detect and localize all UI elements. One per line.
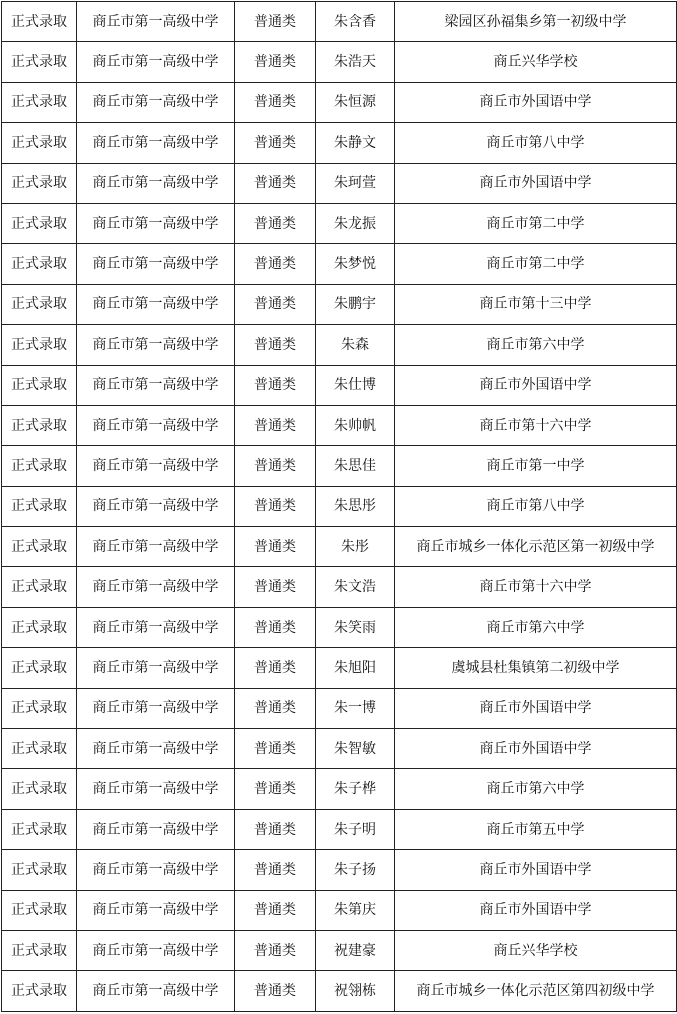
graduating-school-cell: 商丘市第十六中学	[395, 567, 677, 607]
table-row	[2, 809, 677, 849]
graduating-school-cell: 商丘市外国语中学	[395, 163, 677, 203]
admission-type-cell: 普通类	[235, 567, 316, 607]
admitted-school-cell: 商丘市第一高级中学	[77, 809, 235, 849]
student-name-cell: 朱彤	[316, 527, 395, 567]
admission-status-cell: 正式录取	[2, 809, 77, 849]
admitted-school-cell: 商丘市第一高级中学	[77, 567, 235, 607]
admission-status-cell: 正式录取	[2, 527, 77, 567]
admission-status-cell: 正式录取	[2, 729, 77, 769]
student-name-cell: 朱子桦	[316, 769, 395, 809]
table-row	[2, 325, 677, 365]
student-name-cell: 朱思佳	[316, 446, 395, 486]
graduating-school-cell: 商丘市外国语中学	[395, 890, 677, 930]
admission-status-cell: 正式录取	[2, 203, 77, 243]
admission-status-cell: 正式录取	[2, 244, 77, 284]
table-row	[2, 729, 677, 769]
table-row	[2, 42, 677, 82]
admitted-school-cell: 商丘市第一高级中学	[77, 284, 235, 324]
table-row	[2, 527, 677, 567]
admission-status-cell: 正式录取	[2, 446, 77, 486]
table-row	[2, 244, 677, 284]
graduating-school-cell: 商丘市城乡一体化示范区第一初级中学	[395, 527, 677, 567]
graduating-school-cell: 商丘市第二中学	[395, 203, 677, 243]
student-name-cell: 朱龙振	[316, 203, 395, 243]
graduating-school-cell: 商丘兴华学校	[395, 42, 677, 82]
admission-type-cell: 普通类	[235, 607, 316, 647]
admission-type-cell: 普通类	[235, 365, 316, 405]
admitted-school-cell: 商丘市第一高级中学	[77, 527, 235, 567]
student-name-cell: 朱静文	[316, 123, 395, 163]
student-name-cell: 朱森	[316, 325, 395, 365]
student-name-cell: 朱智敏	[316, 729, 395, 769]
admitted-school-cell: 商丘市第一高级中学	[77, 365, 235, 405]
graduating-school-cell: 商丘市城乡一体化示范区第四初级中学	[395, 971, 677, 1011]
graduating-school-cell: 商丘市第六中学	[395, 607, 677, 647]
student-name-cell: 朱浩天	[316, 42, 395, 82]
table-row	[2, 890, 677, 930]
student-name-cell: 朱珂萱	[316, 163, 395, 203]
student-name-cell: 朱子扬	[316, 850, 395, 890]
admission-type-cell: 普通类	[235, 527, 316, 567]
admission-status-cell: 正式录取	[2, 163, 77, 203]
admission-status-cell: 正式录取	[2, 365, 77, 405]
admitted-school-cell: 商丘市第一高级中学	[77, 486, 235, 526]
admitted-school-cell: 商丘市第一高级中学	[77, 405, 235, 445]
table-row	[2, 203, 677, 243]
table-row	[2, 163, 677, 203]
table-row	[2, 446, 677, 486]
admission-status-cell: 正式录取	[2, 769, 77, 809]
student-name-cell: 祝翎栋	[316, 971, 395, 1011]
graduating-school-cell: 商丘兴华学校	[395, 930, 677, 970]
admission-status-cell: 正式录取	[2, 42, 77, 82]
admitted-school-cell: 商丘市第一高级中学	[77, 930, 235, 970]
admission-status-cell: 正式录取	[2, 890, 77, 930]
admission-status-cell: 正式录取	[2, 850, 77, 890]
admission-status-cell: 正式录取	[2, 567, 77, 607]
admitted-school-cell: 商丘市第一高级中学	[77, 2, 235, 42]
table-row	[2, 82, 677, 122]
admission-type-cell: 普通类	[235, 769, 316, 809]
admission-type-cell: 普通类	[235, 930, 316, 970]
student-name-cell: 朱子明	[316, 809, 395, 849]
admitted-school-cell: 商丘市第一高级中学	[77, 82, 235, 122]
admission-type-cell: 普通类	[235, 203, 316, 243]
student-name-cell: 朱恒源	[316, 82, 395, 122]
admission-type-cell: 普通类	[235, 486, 316, 526]
admission-type-cell: 普通类	[235, 2, 316, 42]
student-name-cell: 朱梦悦	[316, 244, 395, 284]
admission-table-body	[2, 2, 677, 1012]
admission-type-cell: 普通类	[235, 244, 316, 284]
admitted-school-cell: 商丘市第一高级中学	[77, 890, 235, 930]
admission-status-cell: 正式录取	[2, 688, 77, 728]
graduating-school-cell: 商丘市第十六中学	[395, 405, 677, 445]
admission-type-cell: 普通类	[235, 405, 316, 445]
admission-type-cell: 普通类	[235, 971, 316, 1011]
graduating-school-cell: 商丘市第一中学	[395, 446, 677, 486]
admission-status-cell: 正式录取	[2, 82, 77, 122]
admitted-school-cell: 商丘市第一高级中学	[77, 325, 235, 365]
table-row	[2, 486, 677, 526]
graduating-school-cell: 商丘市第二中学	[395, 244, 677, 284]
admission-type-cell: 普通类	[235, 82, 316, 122]
table-row	[2, 850, 677, 890]
admission-type-cell: 普通类	[235, 284, 316, 324]
admission-status-cell: 正式录取	[2, 607, 77, 647]
graduating-school-cell: 商丘市外国语中学	[395, 850, 677, 890]
table-row	[2, 607, 677, 647]
graduating-school-cell: 商丘市外国语中学	[395, 82, 677, 122]
graduating-school-cell: 梁园区孙福集乡第一初级中学	[395, 2, 677, 42]
admission-type-cell: 普通类	[235, 42, 316, 82]
table-row	[2, 688, 677, 728]
admitted-school-cell: 商丘市第一高级中学	[77, 688, 235, 728]
admission-type-cell: 普通类	[235, 325, 316, 365]
admitted-school-cell: 商丘市第一高级中学	[77, 729, 235, 769]
graduating-school-cell: 虞城县杜集镇第二初级中学	[395, 648, 677, 688]
graduating-school-cell: 商丘市外国语中学	[395, 688, 677, 728]
graduating-school-cell: 商丘市第八中学	[395, 123, 677, 163]
table-row	[2, 567, 677, 607]
admission-type-cell: 普通类	[235, 446, 316, 486]
table-row	[2, 405, 677, 445]
graduating-school-cell: 商丘市第六中学	[395, 325, 677, 365]
student-name-cell: 朱含香	[316, 2, 395, 42]
table-row	[2, 769, 677, 809]
graduating-school-cell: 商丘市第五中学	[395, 809, 677, 849]
table-row	[2, 971, 677, 1011]
student-name-cell: 朱第庆	[316, 890, 395, 930]
admission-type-cell: 普通类	[235, 890, 316, 930]
table-row	[2, 123, 677, 163]
admission-type-cell: 普通类	[235, 648, 316, 688]
admitted-school-cell: 商丘市第一高级中学	[77, 648, 235, 688]
admitted-school-cell: 商丘市第一高级中学	[77, 203, 235, 243]
admission-type-cell: 普通类	[235, 688, 316, 728]
table-row	[2, 365, 677, 405]
graduating-school-cell: 商丘市外国语中学	[395, 365, 677, 405]
admission-status-cell: 正式录取	[2, 2, 77, 42]
table-row	[2, 648, 677, 688]
admission-table	[1, 1, 677, 1012]
admission-status-cell: 正式录取	[2, 648, 77, 688]
admitted-school-cell: 商丘市第一高级中学	[77, 607, 235, 647]
student-name-cell: 朱旭阳	[316, 648, 395, 688]
admission-status-cell: 正式录取	[2, 325, 77, 365]
admitted-school-cell: 商丘市第一高级中学	[77, 42, 235, 82]
admission-status-cell: 正式录取	[2, 971, 77, 1011]
admitted-school-cell: 商丘市第一高级中学	[77, 163, 235, 203]
graduating-school-cell: 商丘市第八中学	[395, 486, 677, 526]
student-name-cell: 朱仕博	[316, 365, 395, 405]
student-name-cell: 朱笑雨	[316, 607, 395, 647]
admission-status-cell: 正式录取	[2, 123, 77, 163]
admission-type-cell: 普通类	[235, 163, 316, 203]
student-name-cell: 朱思彤	[316, 486, 395, 526]
admitted-school-cell: 商丘市第一高级中学	[77, 244, 235, 284]
admission-type-cell: 普通类	[235, 809, 316, 849]
admitted-school-cell: 商丘市第一高级中学	[77, 850, 235, 890]
admitted-school-cell: 商丘市第一高级中学	[77, 123, 235, 163]
student-name-cell: 朱帅帆	[316, 405, 395, 445]
student-name-cell: 祝建豪	[316, 930, 395, 970]
admission-status-cell: 正式录取	[2, 405, 77, 445]
admitted-school-cell: 商丘市第一高级中学	[77, 971, 235, 1011]
table-row	[2, 930, 677, 970]
graduating-school-cell: 商丘市第六中学	[395, 769, 677, 809]
student-name-cell: 朱文浩	[316, 567, 395, 607]
admitted-school-cell: 商丘市第一高级中学	[77, 446, 235, 486]
admission-type-cell: 普通类	[235, 850, 316, 890]
admission-type-cell: 普通类	[235, 123, 316, 163]
admitted-school-cell: 商丘市第一高级中学	[77, 769, 235, 809]
table-row	[2, 2, 677, 42]
graduating-school-cell: 商丘市第十三中学	[395, 284, 677, 324]
admission-type-cell: 普通类	[235, 729, 316, 769]
table-row	[2, 284, 677, 324]
graduating-school-cell: 商丘市外国语中学	[395, 729, 677, 769]
student-name-cell: 朱一博	[316, 688, 395, 728]
admission-status-cell: 正式录取	[2, 486, 77, 526]
admission-status-cell: 正式录取	[2, 284, 77, 324]
admission-status-cell: 正式录取	[2, 930, 77, 970]
student-name-cell: 朱鹏宇	[316, 284, 395, 324]
